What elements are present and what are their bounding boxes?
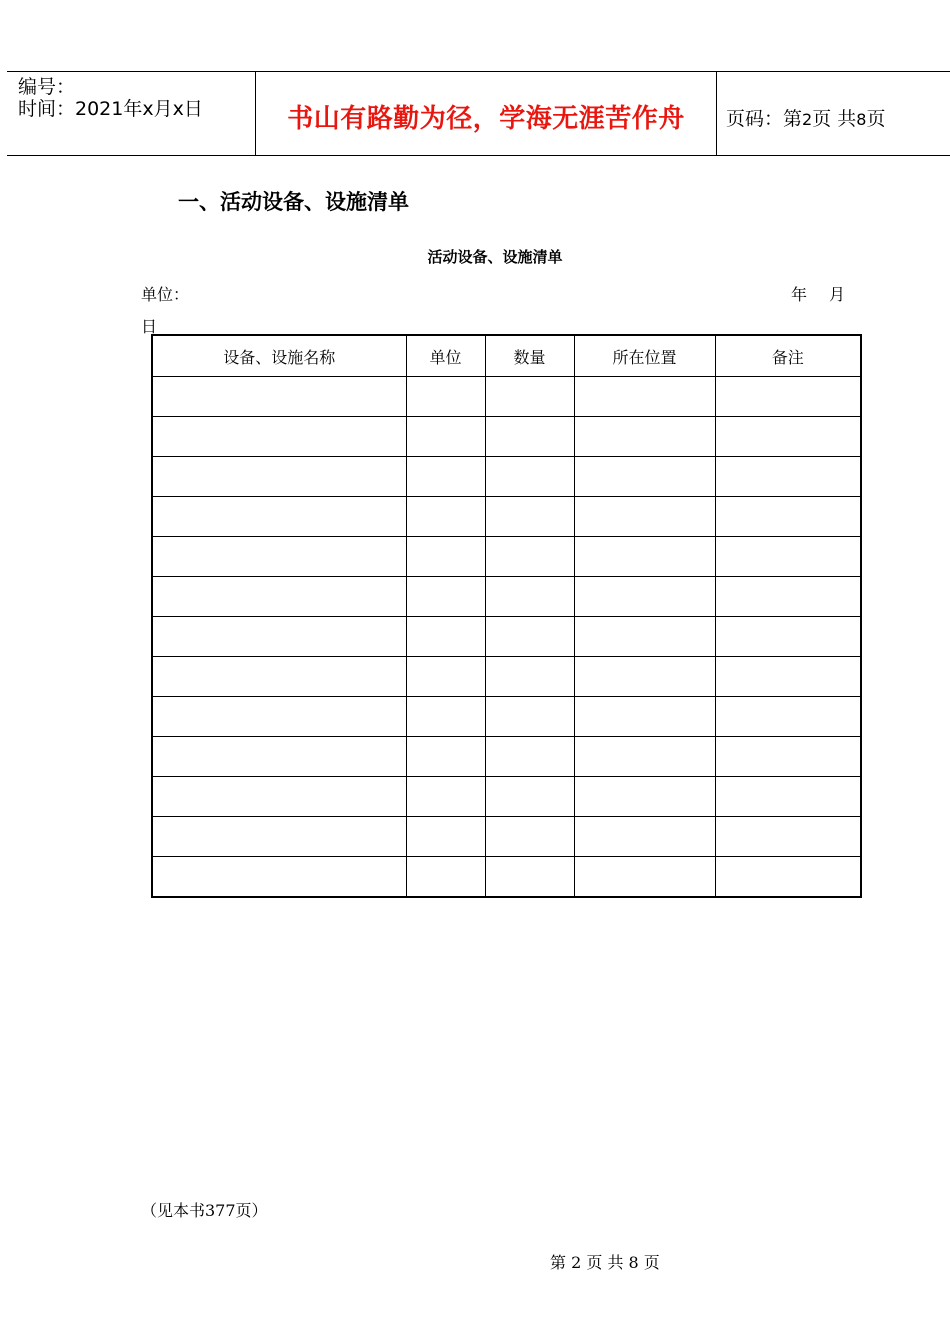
table-cell xyxy=(574,537,715,577)
table-cell xyxy=(152,537,406,577)
table-cell xyxy=(574,457,715,497)
table-cell xyxy=(574,777,715,817)
table-row xyxy=(152,617,861,657)
page-label-mid: 页 共 xyxy=(812,108,857,130)
table-cell xyxy=(152,457,406,497)
table-row xyxy=(152,577,861,617)
table-cell xyxy=(715,737,861,777)
table-cell xyxy=(406,657,485,697)
table-cell xyxy=(485,457,574,497)
table-cell xyxy=(485,577,574,617)
table-cell xyxy=(715,537,861,577)
table-row xyxy=(152,457,861,497)
table-cell xyxy=(715,457,861,497)
table-cell xyxy=(715,817,861,857)
unit-label: 单位： xyxy=(141,285,190,304)
table-cell xyxy=(152,377,406,417)
table-cell xyxy=(485,777,574,817)
table-row xyxy=(152,417,861,457)
document-number-label: 编号： xyxy=(18,76,76,98)
table-row xyxy=(152,497,861,537)
table-cell xyxy=(406,497,485,537)
table-cell xyxy=(574,737,715,777)
table-cell xyxy=(152,657,406,697)
page-label-suffix: 页 xyxy=(866,108,886,130)
page-total: 8 xyxy=(856,110,867,129)
table-body xyxy=(152,377,861,898)
table-cell xyxy=(574,817,715,857)
table-row xyxy=(152,857,861,898)
header-meta xyxy=(18,76,203,120)
header-divider-right xyxy=(716,72,717,155)
table-cell xyxy=(485,377,574,417)
table-cell xyxy=(574,577,715,617)
table-cell xyxy=(152,617,406,657)
table-row xyxy=(152,537,861,577)
column-header-location: 所在位置 xyxy=(574,335,715,377)
table-row xyxy=(152,777,861,817)
table-cell xyxy=(715,417,861,457)
table-cell xyxy=(406,617,485,657)
table-cell xyxy=(574,497,715,537)
table-cell xyxy=(406,537,485,577)
table-cell xyxy=(574,377,715,417)
header-top-rule xyxy=(7,71,950,72)
table-cell xyxy=(152,857,406,898)
table-cell xyxy=(406,777,485,817)
column-header-name: 设备、设施名称 xyxy=(152,335,406,377)
table-cell xyxy=(485,737,574,777)
section-heading: 一、活动设备、设施清单 xyxy=(178,189,409,214)
column-header-quantity: 数量 xyxy=(485,335,574,377)
document-time-label: 时间：2021年x月x日 xyxy=(18,98,203,120)
table-cell xyxy=(574,657,715,697)
table-row xyxy=(152,657,861,697)
date-month-label: 月 xyxy=(829,285,846,304)
table-cell xyxy=(406,737,485,777)
table-cell xyxy=(152,417,406,457)
page-footer: 第 2 页 共 8 页 xyxy=(550,1253,660,1272)
table-cell xyxy=(715,657,861,697)
table-cell xyxy=(715,377,861,417)
table-cell xyxy=(152,737,406,777)
table-cell xyxy=(152,777,406,817)
table-cell xyxy=(406,857,485,898)
column-header-remarks: 备注 xyxy=(715,335,861,377)
table-cell xyxy=(574,697,715,737)
table-cell xyxy=(406,457,485,497)
table-cell xyxy=(485,857,574,898)
header-page-indicator xyxy=(726,104,885,131)
table-row xyxy=(152,737,861,777)
table-cell xyxy=(574,857,715,898)
table-cell xyxy=(152,577,406,617)
table-cell xyxy=(485,417,574,457)
table-cell xyxy=(485,497,574,537)
table-cell xyxy=(574,417,715,457)
table-cell xyxy=(715,617,861,657)
table-cell xyxy=(406,417,485,457)
date-year-label: 年 xyxy=(791,285,808,304)
table-cell xyxy=(715,497,861,537)
table-cell xyxy=(574,617,715,657)
table-caption: 活动设备、设施清单 xyxy=(427,248,563,266)
equipment-table xyxy=(151,334,862,898)
date-day-label: 日 xyxy=(141,317,158,336)
table-cell xyxy=(406,697,485,737)
column-header-unit: 单位 xyxy=(406,335,485,377)
table-cell xyxy=(485,537,574,577)
table-cell xyxy=(406,577,485,617)
table-cell xyxy=(485,617,574,657)
table-row xyxy=(152,377,861,417)
table-cell xyxy=(485,697,574,737)
table-cell xyxy=(485,817,574,857)
table-cell xyxy=(715,857,861,898)
reference-note: （见本书377页） xyxy=(141,1201,268,1220)
table-row xyxy=(152,817,861,857)
table-cell xyxy=(485,657,574,697)
table-cell xyxy=(152,497,406,537)
table-cell xyxy=(715,777,861,817)
table-cell xyxy=(152,817,406,857)
table-cell xyxy=(152,697,406,737)
table-cell xyxy=(715,697,861,737)
table-cell xyxy=(406,377,485,417)
header-bottom-rule xyxy=(7,155,950,156)
table-cell xyxy=(406,817,485,857)
table-header-row xyxy=(152,335,861,377)
page-current: 2 xyxy=(802,110,813,129)
table-cell xyxy=(715,577,861,617)
table-row xyxy=(152,697,861,737)
header-motto: 书山有路勤为径，学海无涯苦作舟 xyxy=(287,104,685,134)
page-label-prefix: 页码：第 xyxy=(726,108,803,130)
